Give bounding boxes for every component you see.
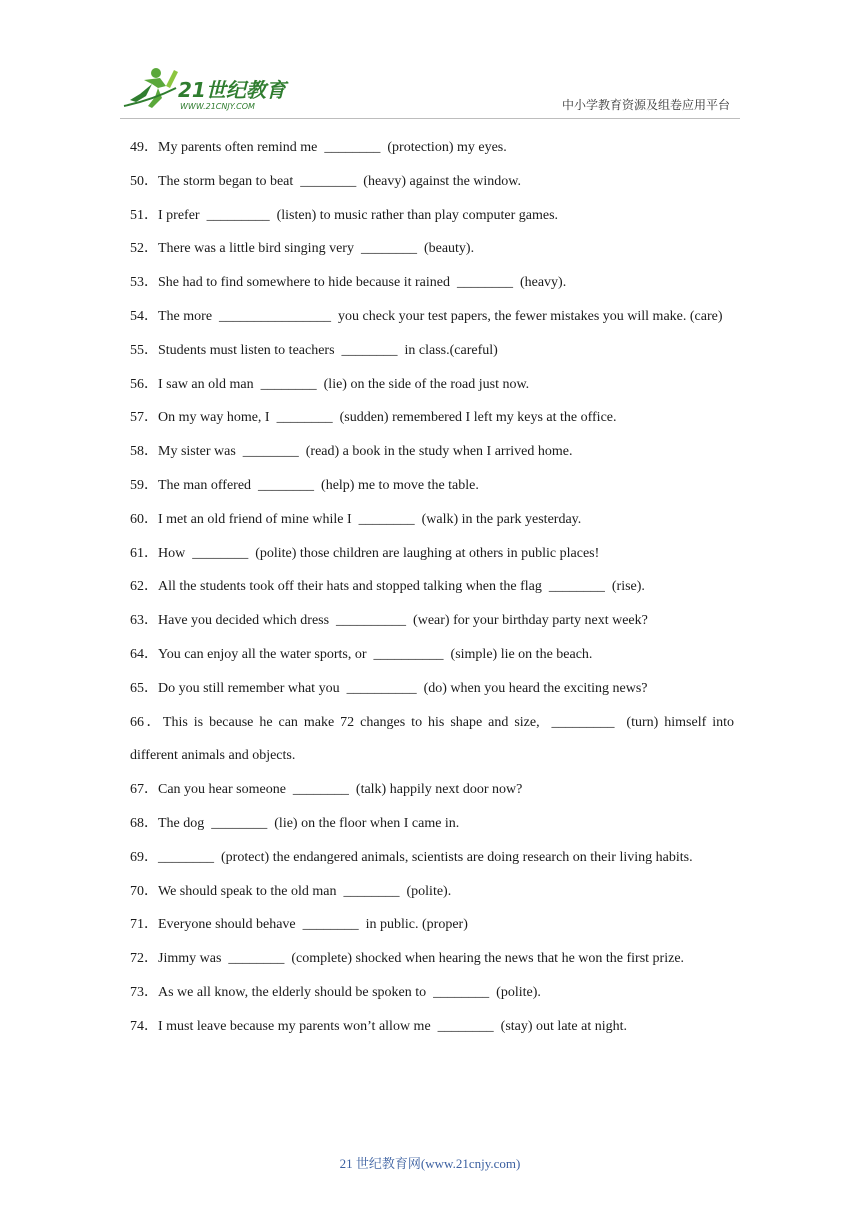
question-65: 65．Do you still remember what you __________ (do) when you heard the exciting news? xyxy=(130,680,648,696)
site-logo[interactable] xyxy=(122,66,292,114)
question-54: 54．The more ________________ you check your test papers, the fewer mistakes you will make. (care) xyxy=(130,308,723,324)
question-74: 74．I must leave because my parents won’t allow me ________ (stay) out late at night. xyxy=(130,1018,628,1034)
question-50: 50．The storm began to beat ________ (heavy) against the window. xyxy=(130,173,522,189)
question-67: 67．Can you hear someone ________ (talk) happily next door now? xyxy=(130,782,523,798)
question-59: 59．The man offered ________ (help) me to move the table. xyxy=(130,477,479,493)
question-73: 73．As we all know, the elderly should be spoken to ________ (polite). xyxy=(130,984,541,1000)
question-63: 63．Have you decided which dress __________ (wear) for your birthday party next week? xyxy=(130,613,648,629)
question-53: 53．She had to find somewhere to hide because it rained ________ (heavy). xyxy=(130,275,567,291)
header-divider xyxy=(120,118,740,119)
question-62: 62．All the students took off their hats and stopped talking when the flag ________ (rise). xyxy=(130,579,645,595)
question-66: 66．This is because he can make 72 changes to his shape and size, _________ (turn) himself into different animals and objects. xyxy=(130,714,738,764)
question-list xyxy=(130,131,738,1044)
question-56: 56．I saw an old man ________ (lie) on the side of the road just now. xyxy=(130,376,530,392)
question-52: 52．There was a little bird singing very ________ (beauty). xyxy=(130,241,475,257)
question-51: 51．I prefer _________ (listen) to music rather than play computer games. xyxy=(130,207,559,223)
question-71: 71．Everyone should behave ________ in public. (proper) xyxy=(130,917,468,933)
question-72: 72．Jimmy was ________ (complete) shocked when hearing the news that he won the first prize. xyxy=(130,951,685,967)
page-header xyxy=(0,0,860,125)
question-68: 68．The dog ________ (lie) on the floor when I came in. xyxy=(130,815,460,831)
question-55: 55．Students must listen to teachers ________ in class.(careful) xyxy=(130,342,498,358)
page-footer[interactable]: 21 世纪教育网(www.21cnjy.com) xyxy=(339,1156,521,1171)
question-70: 70．We should speak to the old man ________ (polite). xyxy=(130,883,452,899)
question-61: 61．How ________ (polite) those children are laughing at others in public places! xyxy=(130,545,600,561)
runner-logo-icon xyxy=(122,66,292,114)
svg-text:21世纪教育: 21世纪教育 xyxy=(178,78,286,102)
question-57: 57．On my way home, I ________ (sudden) remembered I left my keys at the office. xyxy=(130,410,617,426)
question-58: 58．My sister was ________ (read) a book in the study when I arrived home. xyxy=(130,444,573,460)
question-60: 60．I met an old friend of mine while I ________ (walk) in the park yesterday. xyxy=(130,511,582,527)
question-49: 49．My parents often remind me ________ (protection) my eyes. xyxy=(130,140,507,155)
platform-tagline: 中小学教育资源及组卷应用平台 xyxy=(561,98,730,112)
question-69: 69．________ (protect) the endangered animals, scientists are doing research on their living habits. xyxy=(130,849,693,865)
question-64: 64．You can enjoy all the water sports, or __________ (simple) lie on the beach. xyxy=(130,646,593,662)
svg-text:WWW.21CNJY.COM: WWW.21CNJY.COM xyxy=(180,102,255,111)
